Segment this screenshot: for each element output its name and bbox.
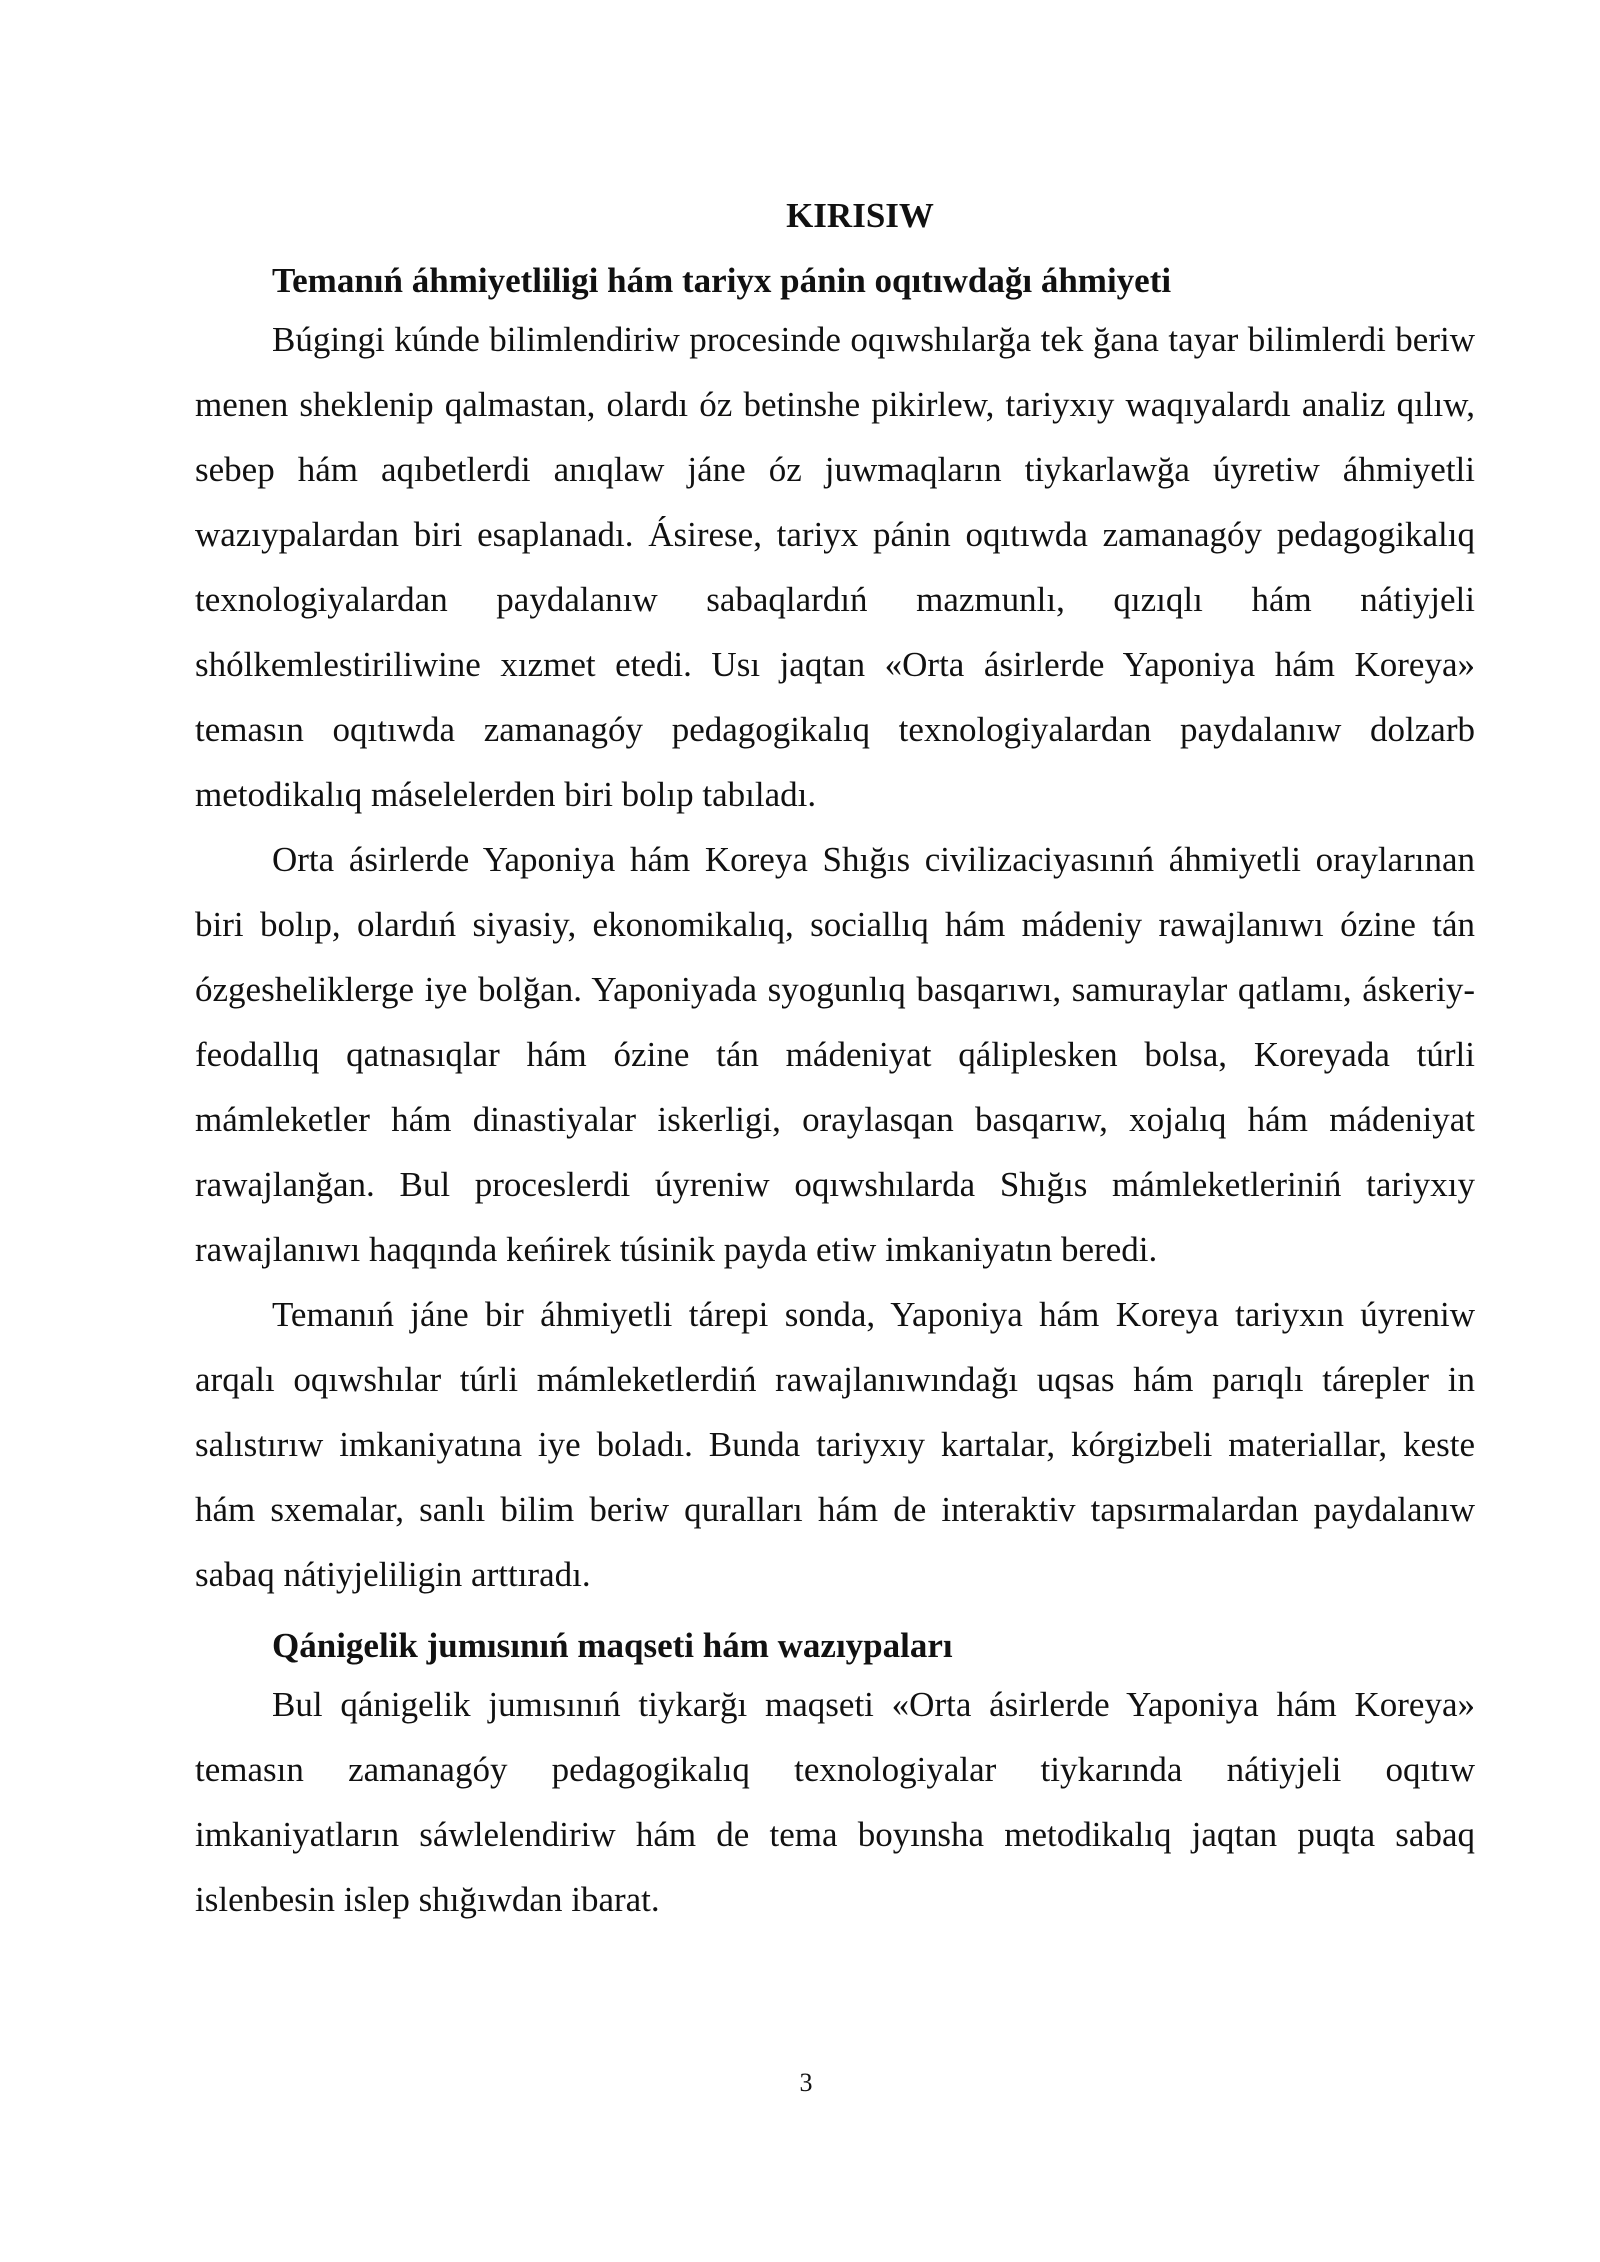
section-heading-goals: Qánigelik jumısınıń maqseti hám wazıypaları bbox=[272, 1626, 953, 1665]
page-number: 3 bbox=[799, 2068, 813, 2097]
paragraph: Orta ásirlerde Yaponiya hám Koreya Shığıs civilizaciyasınıń áhmiyetli oraylarınan biri bolıp, olardıń siyasiy, ekonomikalıq, sociallıq hám mádeniy rawajlanıwı ózine tán ózgesheliklerge iye bolğan. Yaponiyada syogunlıq basqarıwı, samuraylar qatlamı, áskeriy-feodallıq qatnasıqlar hám ózine tán mádeniyat qáliplesken bolsa, Koreyada túrli mámleketler hám dinastiyalar iskerligi, oraylasqan basqarıw, xojalıq hám mádeniyat rawajlanğan. Bul proceslerdi úyreniw oqıwshılarda Shığıs mámleketleriniń tariyxıy rawajlanıwı haqqında keńirek túsinik payda etiw imkaniyatın beredi. bbox=[195, 840, 1475, 1269]
paragraph: Temanıń jáne bir áhmiyetli tárepi sonda, Yaponiya hám Koreya tariyxın úyreniw arqalı oqıwshılar túrli mámleketlerdiń rawajlanıwındağı uqsas hám parıqlı tárepler in salıstırıw imkaniyatına iye boladı. Bunda tariyxıy kartalar, kórgizbeli materiallar, keste hám sxemalar, sanlı bilim beriw quralları hám de interaktiv tapsırmalardan paydalanıw sabaq nátiyjeliligin arttıradı. bbox=[195, 1295, 1475, 1594]
section-heading-importance: Temanıń áhmiyetliligi hám tariyx pánin oqıtıwdağı áhmiyeti bbox=[272, 261, 1172, 300]
paragraph: Bul qánigelik jumısınıń tiykarğı maqseti «Orta ásirlerde Yaponiya hám Koreya» temasın zamanagóy pedagogikalıq texnologiyalar tiykarında nátiyjeli oqıtıw imkaniyatların sáwlelendiriw hám de tema boyınsha metodikalıq jaqtan puqta sabaq islenbesin islep shığıwdan ibarat. bbox=[195, 1685, 1475, 1919]
page-content bbox=[195, 190, 1475, 1932]
paragraph: Búgingi kúnde bilimlendiriw procesinde oqıwshılarğa tek ğana tayar bilimlerdi beriw menen sheklenip qalmastan, olardı óz betinshe pikirlew, tariyxıy waqıyalardı analiz qılıw, sebep hám aqıbetlerdi anıqlaw jáne óz juwmaqların tiykarlawğa úyretiw áhmiyetli wazıypalardan biri esaplanadı. Ásirese, tariyx pánin oqıtıwda zamanagóy pedagogikalıq texnologiyalardan paydalanıw sabaqlardıń mazmunlı, qızıqlı hám nátiyjeli shólkemlestiriliwine xızmet etedi. Usı jaqtan «Orta ásirlerde Yaponiya hám Koreya» temasın oqıtıwda zamanagóy pedagogikalıq texnologiyalardan paydalanıw dolzarb metodikalıq máselelerden biri bolıp tabıladı. bbox=[195, 320, 1475, 814]
document-title: KIRISIW bbox=[786, 196, 934, 235]
